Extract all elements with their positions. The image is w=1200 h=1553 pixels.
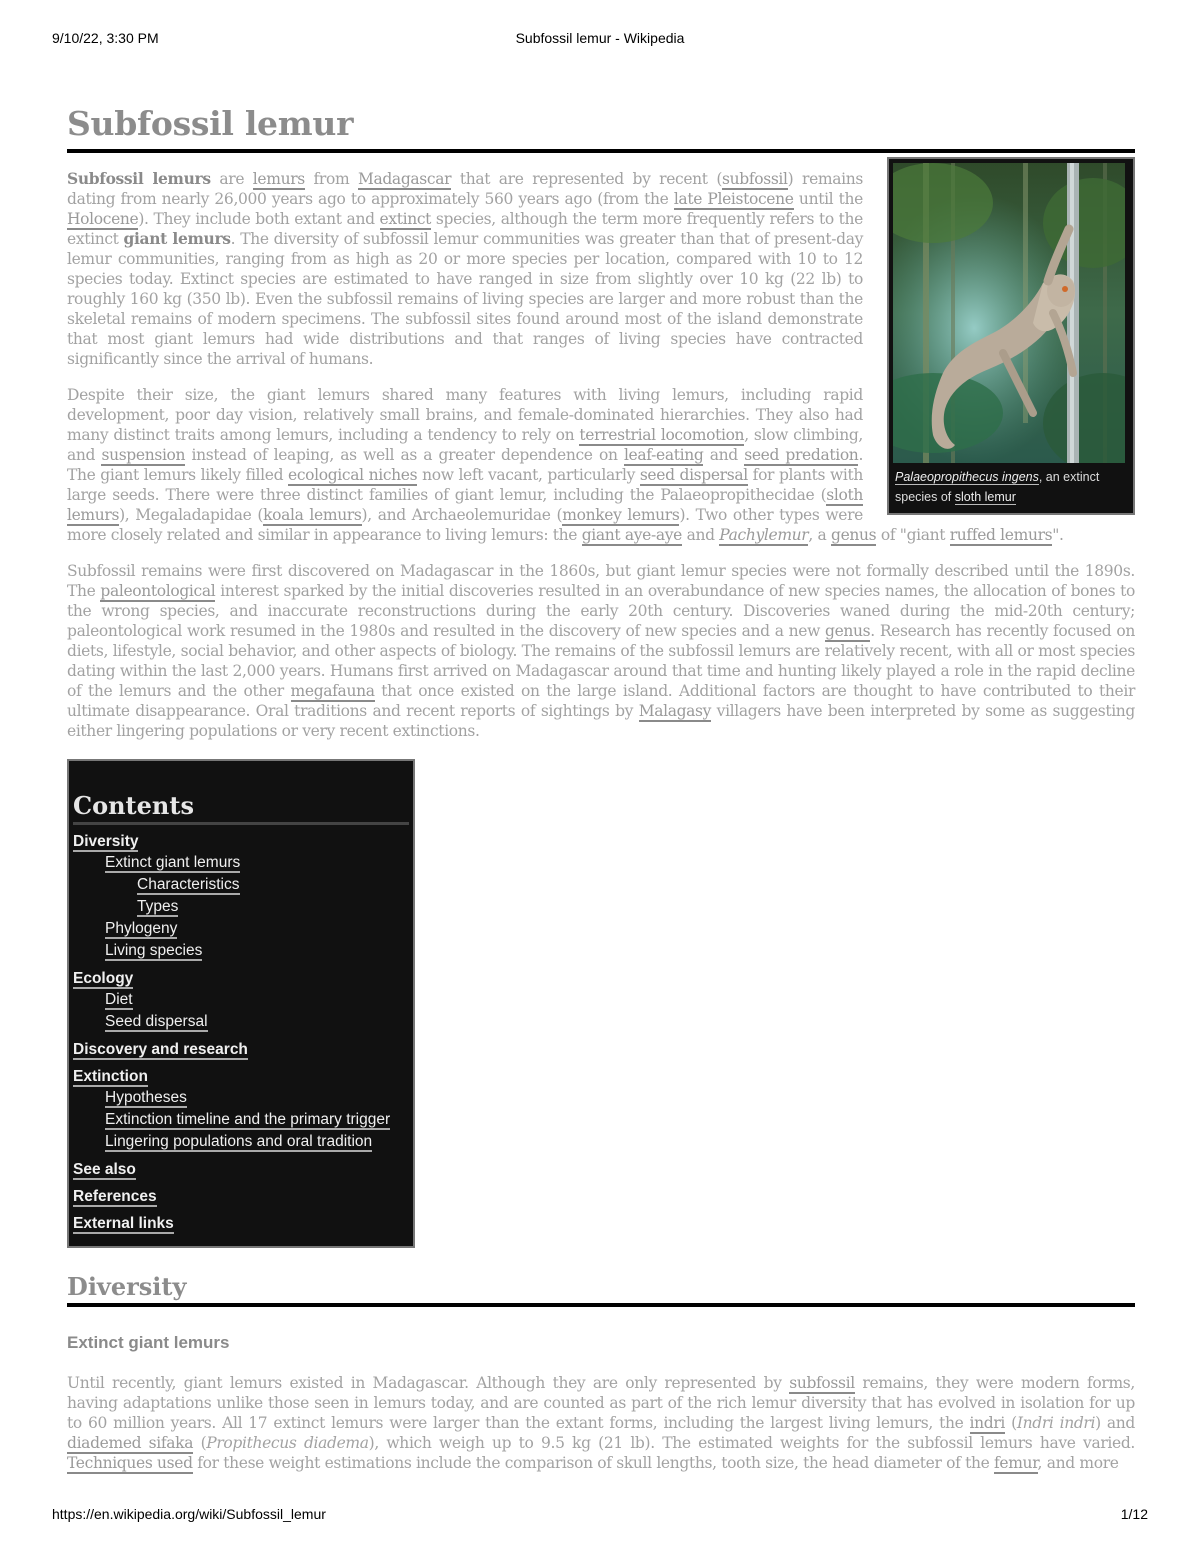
link-diademed-sifaka[interactable]: diademed sifaka [67,1434,194,1452]
link-lemurs[interactable]: lemurs [252,170,305,188]
text: ( [1005,1414,1017,1432]
link-techniques-used[interactable]: Techniques used [67,1454,193,1472]
toc-link-ecology[interactable]: Ecology [73,970,134,987]
toc-link-extinction[interactable]: Extinction [73,1068,148,1085]
toc-link-diet[interactable]: Diet [105,991,133,1008]
bold-term: Subfossil lemurs [67,169,211,188]
text: , a [808,526,831,544]
toc-link-living-species[interactable]: Living species [105,942,203,959]
link-late-pleistocene[interactable]: late Pleistocene [673,190,794,208]
link-pachylemur[interactable]: Pachylemur [719,526,809,544]
link-subfossil-2[interactable]: subfossil [789,1374,855,1392]
text: ". [1052,526,1064,544]
toc-link-types[interactable]: Types [137,898,179,915]
text: , slow climbing, and [67,426,863,464]
toc-item[interactable] [73,852,409,874]
intro-paragraph-3 [67,561,1135,741]
text: Until recently, giant lemurs existed in Madagascar. Although they are only represented by [67,1374,790,1392]
text: and [682,526,720,544]
table-of-contents [67,759,415,1248]
text: that are represented by recent ( [451,170,723,188]
link-megafauna[interactable]: megafauna [290,682,375,700]
caption-species-link[interactable]: Palaeopropithecus ingens [895,470,1039,484]
toc-item[interactable] [73,1087,409,1109]
text: are [210,170,253,188]
toc-link-references[interactable]: References [73,1188,157,1205]
text: villagers have been interpreted by some as suggesting either lingering populations or very recent extinctions. [67,702,1136,740]
diversity-paragraph [67,1373,1135,1473]
toc-link-phylogeny[interactable]: Phylogeny [105,920,178,937]
toc-link-characteristics[interactable]: Characteristics [137,876,240,893]
text: ), Megaladapidae ( [119,506,264,524]
italic-species: Indri indri [1016,1414,1096,1432]
link-paleontological[interactable]: paleontological [100,582,216,600]
link-terrestrial-locomotion[interactable]: terrestrial locomotion [579,426,745,444]
text: . The diversity of subfossil lemur communities was greater than that of present-day lemur communities, ranging from as high as 20 or more species per location, compared with 10 to 12 species today. Extinct species are estimated to have ranged in size from slightly over 10 kg (22 lb) to roughly 160 kg (350 lb). Even the subfossil remains of living species are larger and more robust than the skeletal remains of modern specimens. The subfossil sites found around most of the island demonstrate that most giant lemurs had wide distributions and that ranges of living species have contracted significantly since the arrival of humans. [67,230,864,368]
text: remains, they were modern forms, having adaptations unlike those seen in lemurs today, and are counted as part of the rich lemur diversity that has evolved in isolation for up to 60 million years. [67,1374,1135,1432]
link-seed-predation[interactable]: seed predation [744,446,859,464]
toc-link-see-also[interactable]: See also [73,1161,136,1178]
toc-item[interactable] [73,1109,409,1131]
text: of "giant [876,526,950,544]
toc-link-discovery-and-research[interactable]: Discovery and research [73,1041,248,1058]
text: that once existed on the large island. Additional factors are thought to have contributed to their ultimate disappearance. Oral traditions and recent reports of sightings by [67,682,1135,720]
toc-item[interactable] [73,969,409,989]
caption-sloth-lemur-link[interactable]: sloth lemur [954,490,1016,504]
link-leaf-eating[interactable]: leaf-eating [623,446,704,464]
text: ) remains dating from nearly 26,000 years ago to approximately 560 years ago (from the [67,170,863,208]
link-giant-aye-aye[interactable]: giant aye-aye [581,526,682,544]
toc-item[interactable] [73,940,409,962]
text: until the [793,190,863,208]
link-suspension[interactable]: suspension [101,446,186,464]
toc-link-diversity[interactable]: Diversity [73,833,139,850]
page-title: Subfossil lemur [67,100,1135,153]
text: species, although the term more frequently refers to the extinct [67,210,863,248]
text: Subfossil remains were first discovered on Madagascar in the 1860s, but giant lemur species were not formally described until the 1890s. The [67,562,1135,600]
text: instead of leaping, as well as a greater dependence on [185,446,624,464]
text: for these weight estimations include the comparison of skull lengths, tooth size, the head diameter of the [192,1454,994,1472]
text: and [703,446,745,464]
link-seed-dispersal[interactable]: seed dispersal [639,466,748,484]
link-ruffed-lemurs[interactable]: ruffed lemurs [949,526,1053,544]
text: ( [193,1434,207,1452]
infobox-caption [893,463,1129,509]
text: The estimated weights for the subfossil lemurs have varied. [654,1434,1135,1452]
toc-title: Contents [73,791,409,825]
print-page-number: 1/12 [1120,1506,1148,1522]
print-datetime: 9/10/22, 3:30 PM [52,30,159,46]
text: for plants with large seeds. There were three distinct families of giant lemur, including the Palaeopropithecidae ( [67,466,864,504]
link-genus[interactable]: genus [831,526,877,544]
toc-item[interactable] [73,874,409,896]
bold-term: giant lemurs [123,229,231,248]
toc-link-seed-dispersal[interactable]: Seed dispersal [105,1013,208,1030]
text: interest sparked by the initial discoveries resulted in an overabundance of new species names, the allocation of bones to the wrong species, and inaccurate reconstructions during the early 20th century. Discoveries waned during the mid-20th century; paleontological work resumed in the 1980s and resulted in the discovery of new species and a new [67,582,1135,640]
toc-item[interactable] [73,989,409,1011]
text: now left vacant, particularly [417,466,640,484]
toc-link-external-links[interactable]: External links [73,1215,174,1232]
link-madagascar[interactable]: Madagascar [357,170,452,188]
toc-item[interactable] [73,832,409,852]
article-content [67,100,1135,1473]
text: ). Two other types were more closely related and similar in appearance to living lemurs: the [67,506,863,544]
link-extinct[interactable]: extinct [379,210,432,228]
palaeopropithecus-illustration[interactable] [893,163,1125,463]
link-monkey-lemurs[interactable]: monkey lemurs [562,506,680,524]
text: ), which weigh up to 9.5 kg (21 lb). [368,1434,655,1452]
print-url: https://en.wikipedia.org/wiki/Subfossil_lemur [52,1506,326,1522]
link-indri[interactable]: indri [969,1414,1006,1432]
text: ), and Archaeolemuridae ( [361,506,563,524]
text: . The giant lemurs likely filled [67,446,864,484]
toc-item[interactable] [73,1160,409,1180]
link-malagasy[interactable]: Malagasy [638,702,712,720]
toc-item[interactable] [73,1011,409,1033]
link-subfossil[interactable]: subfossil [722,170,788,188]
link-koala-lemurs[interactable]: koala lemurs [263,506,362,524]
text: ). They include both extant and [138,210,380,228]
text: Despite their size, the giant lemurs shared many features with living lemurs, including rapid development, poor day vision, relatively small brains, and female-dominated hierarchies. They also had many distinct traits among lemurs, including a tendency to rely on [67,386,863,444]
toc-item[interactable] [73,1040,409,1060]
toc-item[interactable] [73,1067,409,1087]
link-ecological-niches[interactable]: ecological niches [288,466,418,484]
link-sloth-lemurs[interactable]: sloth lemurs [67,486,863,524]
text: from [304,170,358,188]
link-holocene[interactable]: Holocene [67,210,139,228]
text: ) and [1095,1414,1136,1432]
caption-text: , an extinct species of [895,470,1100,504]
text: . Research has recently focused on diets, lifestyle, social behavior, and other aspects of biology. The remains of the subfossil lemurs are relatively recent, with all or most species dating within the last 2,000 years. Humans first arrived on Madagascar around that time and hunting likely played a role in the rapid decline of the lemurs and the other [67,622,1135,700]
section-heading-diversity: Diversity [67,1268,1135,1307]
toc-link-extinct-giant-lemurs[interactable]: Extinct giant lemurs [105,854,241,871]
text: , and more [1037,1454,1119,1472]
infobox [887,157,1135,515]
text: All 17 extinct lemurs were larger than the extant forms, including the largest living lemurs, the [216,1414,970,1432]
toc-item[interactable] [73,896,409,918]
toc-item[interactable] [73,1214,409,1234]
toc-item[interactable] [73,1131,409,1153]
link-genus-2[interactable]: genus [825,622,871,640]
italic-species: Propithecus diadema [206,1434,369,1452]
toc-item[interactable] [73,918,409,940]
toc-item[interactable] [73,1187,409,1207]
print-title: Subfossil lemur - Wikipedia [515,30,685,46]
subsection-heading-extinct-giant-lemurs: Extinct giant lemurs [67,1333,230,1352]
toc-link-hypotheses[interactable]: Hypotheses [105,1089,187,1106]
link-femur[interactable]: femur [994,1454,1038,1472]
toc-link-extinction-timeline[interactable]: Extinction timeline and the primary trigger [105,1111,391,1128]
toc-link-lingering-populations[interactable]: Lingering populations and oral tradition [105,1133,373,1150]
